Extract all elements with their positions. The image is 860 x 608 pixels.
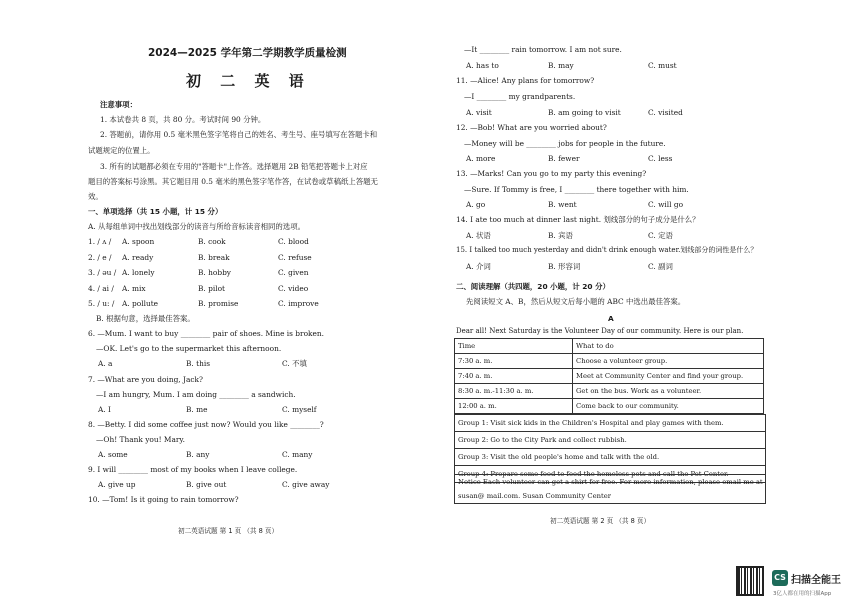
question-stem: 10. —Tom! Is it going to rain tomorrow? [88,495,239,504]
page-footer: 初二英语试题 第 2 页 （共 8 页） [550,517,651,525]
question-number: 2. / e / [88,253,112,262]
option-c: C. improve [278,299,319,308]
option-c: C. many [282,450,313,459]
question-stem: —I ________ my grandparents. [464,92,576,101]
table-row [455,399,764,414]
option-c: C. video [278,284,309,293]
notice-line: 3. 所有的试题都必须在专用的"答题卡"上作答。选择题用 2B 铅笔把答题卡上对应 [100,162,368,171]
table-cell: 7:40 a. m. [455,369,573,384]
question-stem: 7. —What are you doing, Jack? [88,375,203,384]
table-cell: 8:30 a. m.-11:30 a. m. [455,384,573,399]
option-a: A. has to [466,61,499,70]
section2-heading: 二、阅读理解（共四题，20 小题，计 20 分） [456,282,610,291]
question-stem: —It ________ rain tomorrow. I am not sure. [464,45,622,54]
qr-code-icon [738,568,762,594]
notice-title: 注意事项： [100,100,137,109]
question-stem: 12. —Bob! What are you worried about? [456,123,607,132]
option-c: C. blood [278,237,309,246]
table-cell: Meet at Community Center and find your group. [573,369,764,384]
camscanner-tagline: 3亿人都在用的扫描App [773,591,832,597]
option-b: B. hobby [198,268,231,277]
group-line: Group 4: Prepare some food to feed the homeless pets and call the Pet Center. [458,470,729,478]
notice-text: susan@ mail.com. Susan Community Center [458,492,611,500]
option-b: B. pilot [198,284,226,293]
option-a: A. 介词 [466,262,491,271]
option-a: A. a [98,359,113,368]
option-a: A. more [466,154,496,163]
exam-title: 2024—2025 学年第二学期教学质量检测 [148,47,347,59]
table-cell: 7:30 a. m. [455,354,573,369]
option-b: B. 形容词 [548,262,581,271]
question-number: 4. / ai / [88,284,114,293]
table-cell: Come back to our community. [573,399,764,414]
group-line: Group 3: Visit the old people's home and talk with the old. [455,449,765,466]
table-header-cell: What to do [573,339,764,354]
option-a: A. go [466,200,486,209]
option-a: A. give up [98,480,136,489]
table-cell: Choose a volunteer group. [573,354,764,369]
option-b: B. me [186,405,208,414]
question-stem: 13. —Marks! Can you go to my party this evening? [456,169,647,178]
question-stem: —Money will be ________ jobs for people in the future. [464,139,666,148]
option-b: B. fewer [548,154,580,163]
notice-line: 题目的答案标号涂黑。其它题目用 0.5 毫米的黑色签字笔作答，在试卷或草稿纸上答题无 [88,177,378,186]
notice-line: 试题规定的位置上。 [88,146,155,155]
subject-title: 初 二 英 语 [186,72,311,90]
option-b: B. went [548,200,577,209]
group-line: Group 2: Go to the City Park and collect rubbish. [455,432,765,449]
camscanner-logo-icon: CS [772,570,788,586]
table-row [455,354,764,369]
option-a: A. visit [466,108,492,117]
question-stem: —Oh! Thank you! Mary. [96,435,185,444]
option-c: C. myself [282,405,317,414]
option-c: C. must [648,61,677,70]
option-c: C. give away [282,480,330,489]
partA-instruction: A. 从每组单词中找出划线部分的读音与所给音标读音相同的选项。 [88,222,305,231]
option-c: C. given [278,268,309,277]
option-a: A. spoon [122,237,155,246]
question-number: 5. / u: / [88,299,115,308]
option-a: A. mix [122,284,146,293]
passage-intro: Dear all! Next Saturday is the Volunteer Day of our community. Here is our plan. [456,327,744,335]
notice-box [454,474,766,504]
option-a: A. lonely [122,268,155,277]
option-b: B. this [186,359,211,368]
question-number: 1. / ʌ / [88,237,112,246]
table-cell: 12:00 a. m. [455,399,573,414]
option-b: B. any [186,450,210,459]
option-b: B. cook [198,237,226,246]
right-page [430,0,860,608]
notice-line: 1. 本试卷共 8 页，共 80 分。考试时间 90 分钟。 [100,115,266,124]
option-a: A. ready [122,253,154,262]
camscanner-name: 扫描全能王 [791,575,841,586]
question-stem: 15. I talked too much yesterday and didn't drink enough water.划线部分的词性是什么？ [456,246,758,254]
option-a: A. some [98,450,128,459]
section2-instruction: 先阅读短文 A、B，然后从短文后每小题的 ABC 中选出最佳答案。 [466,297,686,306]
notice-line: 效。 [88,192,103,201]
option-c: C. will go [648,200,684,209]
option-c: C. 不填 [282,359,307,368]
option-b: B. may [548,61,574,70]
question-stem: 8. —Betty. I did some coffee just now? Would you like ________? [88,420,324,429]
section1-heading: 一、单项选择（共 15 小题，计 15 分） [88,207,223,216]
group-line: Group 1: Visit sick kids in the Children's Hospital and play games with them. [455,415,765,432]
partB-instruction: B. 根据句意，选择最佳答案。 [96,314,195,323]
option-c: C. refuse [278,253,312,262]
question-number: 3. / əu / [88,268,117,277]
option-b: B. break [198,253,230,262]
option-c: C. 副词 [648,262,673,271]
table-row [455,369,764,384]
option-a: A. 状语 [466,231,491,240]
question-stem: 11. —Alice! Any plans for tomorrow? [456,76,595,85]
option-c: C. 定语 [648,231,673,240]
passage-label: A [608,314,614,323]
table-header-cell: Time [455,339,573,354]
question-stem: —I am hungry, Mum. I am doing ________ a sandwich. [96,390,296,399]
question-stem: —OK. Let's go to the supermarket this afternoon. [96,344,282,353]
question-stem: 6. —Mum. I want to buy ________ pair of shoes. Mine is broken. [88,329,324,338]
option-c: C. visited [648,108,683,117]
option-c: C. less [648,154,673,163]
question-stem: 9. I will ________ most of my books when I leave college. [88,465,298,474]
option-a: A. pollute [122,299,159,308]
notice-line: 2. 答题前，请你用 0.5 毫米黑色签字笔将自己的姓名、考生号、座号填写在答题卡和 [100,130,378,139]
question-stem: 14. I ate too much at dinner last night. 划线部分的句子成分是什么？ [456,215,700,224]
option-a: A. I [98,405,111,414]
option-b: B. 宾语 [548,231,573,240]
table-cell: Get on the bus. Work as a volunteer. [573,384,764,399]
option-b: B. am going to visit [548,108,621,117]
table-header-row [455,339,764,354]
page-footer: 初二英语试题 第 1 页 （共 8 页） [178,527,279,535]
option-b: B. give out [186,480,227,489]
groups-box [454,414,766,483]
table-row [455,384,764,399]
question-stem: —Sure. If Tommy is free, I ________ there together with him. [464,185,689,194]
option-b: B. promise [198,299,239,308]
plan-table [454,338,764,414]
notice-text: Notice Each volunteer can get a shirt for free. For more information, please email me at [458,478,763,486]
